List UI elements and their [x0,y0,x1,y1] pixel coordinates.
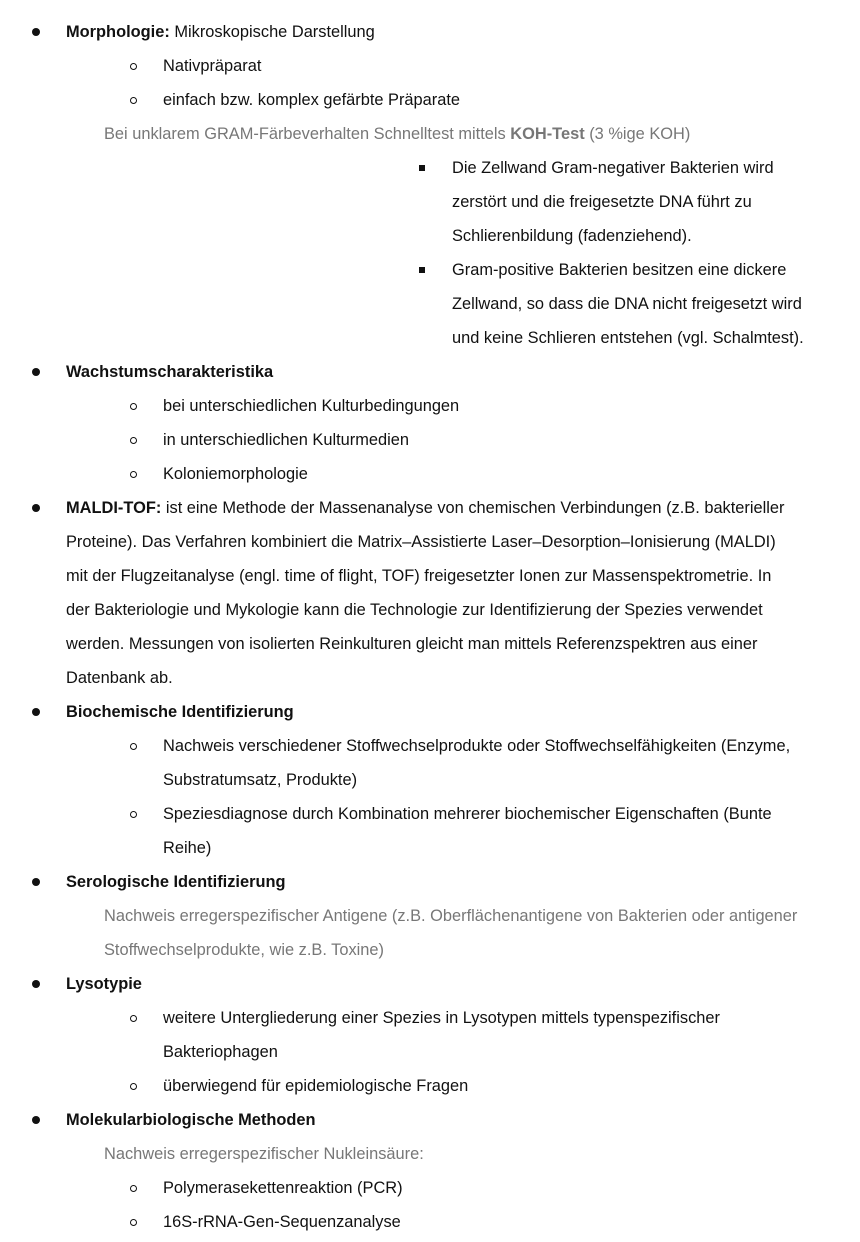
list-item: bei unterschiedlichen Kulturbedingungen [163,397,460,415]
circle-bullet-icon [130,97,137,104]
koh-note: Bei unklarem GRAM-Färbeverhalten Schnelltest mittels KOH-Test (3 %ige KOH) [104,125,691,143]
maldi-paragraph-line: mit der Flugzeitanalyse (engl. time of flight, TOF) freigesetzter Ionen zur Massenspektrometrie. In [66,567,772,585]
morphologie-heading: Morphologie: Mikroskopische Darstellung [66,23,375,41]
circle-bullet-icon [130,1219,137,1226]
molek-heading: Molekularbiologische Methoden [66,1111,316,1129]
sero-heading: Serologische Identifizierung [66,873,286,891]
list-item-continuation: Bakteriophagen [163,1043,278,1061]
list-item-continuation: Reihe) [163,839,212,857]
list-item: weitere Untergliederung einer Spezies in Lysotypen mittels typenspezifischer [163,1009,720,1027]
maldi-paragraph-line: MALDI-TOF: ist eine Methode der Massenanalyse von chemischen Verbindungen (z.B. bakterieller [66,499,785,517]
list-item-continuation: und keine Schlieren entstehen (vgl. Schalmtest). [452,329,804,347]
list-item: Nativpräparat [163,57,262,75]
circle-bullet-icon [130,63,137,70]
circle-bullet-icon [130,1015,137,1022]
sero-note: Nachweis erregerspezifischer Antigene (z.B. Oberflächenantigene von Bakterien oder antigener [104,907,798,925]
lyso-heading: Lysotypie [66,975,142,993]
circle-bullet-icon [130,471,137,478]
circle-bullet-icon [130,1083,137,1090]
bullet-icon [32,28,40,36]
bullet-icon [32,980,40,988]
list-item: Koloniemorphologie [163,465,308,483]
list-item-continuation: zerstört und die freigesetzte DNA führt zu [452,193,752,211]
list-item: Die Zellwand Gram-negativer Bakterien wird [452,159,774,177]
list-item: in unterschiedlichen Kulturmedien [163,431,410,449]
circle-bullet-icon [130,743,137,750]
maldi-paragraph-line: Datenbank ab. [66,669,173,687]
bullet-icon [32,504,40,512]
maldi-paragraph-line: der Bakteriologie und Mykologie kann die Technologie zur Identifizierung der Spezies verwendet [66,601,763,619]
circle-bullet-icon [130,811,137,818]
list-item: Polymerasekettenreaktion (PCR) [163,1179,403,1197]
list-item: Speziesdiagnose durch Kombination mehrerer biochemischer Eigenschaften (Bunte [163,805,772,823]
circle-bullet-icon [130,403,137,410]
circle-bullet-icon [130,437,137,444]
bullet-icon [32,1116,40,1124]
square-bullet-icon [419,165,425,171]
square-bullet-icon [419,267,425,273]
list-item-continuation: Zellwand, so dass die DNA nicht freigesetzt wird [452,295,802,313]
bullet-icon [32,368,40,376]
maldi-paragraph-line: Proteine). Das Verfahren kombiniert die Matrix–Assistierte Laser–Desorption–Ionisierung (MALDI) [66,533,776,551]
molek-note: Nachweis erregerspezifischer Nukleinsäure: [104,1145,424,1163]
biochem-heading: Biochemische Identifizierung [66,703,294,721]
maldi-paragraph-line: werden. Messungen von isolierten Reinkulturen gleicht man mittels Referenzspektren aus einer [66,635,758,653]
list-item-continuation: Substratumsatz, Produkte) [163,771,358,789]
sero-note: Stoffwechselprodukte, wie z.B. Toxine) [104,941,384,959]
wachstum-heading: Wachstumscharakteristika [66,363,274,381]
list-item: 16S-rRNA-Gen-Sequenzanalyse [163,1213,401,1231]
bullet-icon [32,708,40,716]
list-item: einfach bzw. komplex gefärbte Präparate [163,91,461,109]
list-item: Nachweis verschiedener Stoffwechselprodukte oder Stoffwechselfähigkeiten (Enzyme, [163,737,791,755]
circle-bullet-icon [130,1185,137,1192]
list-item: Gram-positive Bakterien besitzen eine dickere [452,261,787,279]
bullet-icon [32,878,40,886]
list-item-continuation: Schlierenbildung (fadenziehend). [452,227,692,245]
list-item: überwiegend für epidemiologische Fragen [163,1077,469,1095]
